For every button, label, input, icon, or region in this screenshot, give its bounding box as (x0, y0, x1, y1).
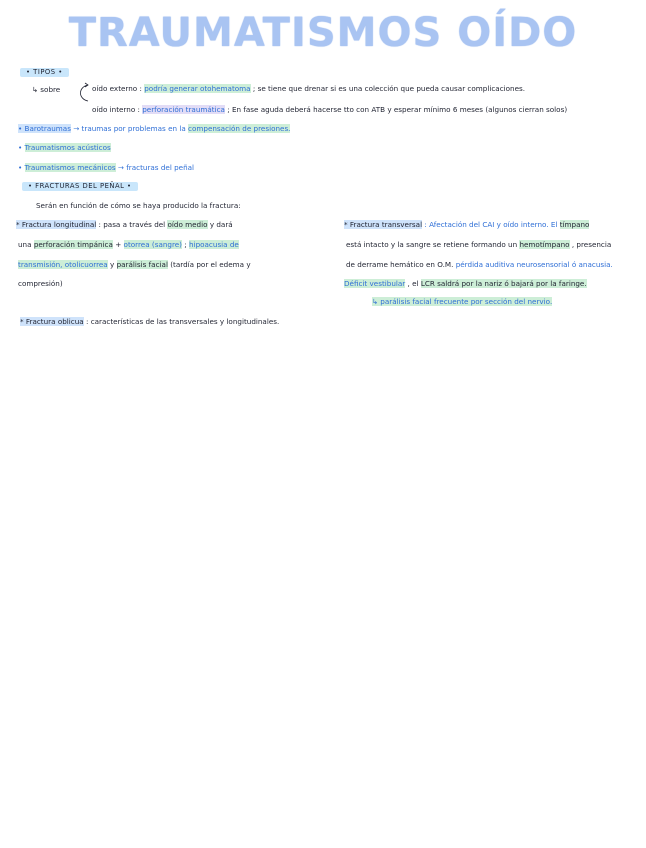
acusticos-line: • Traumatismos acústicos (18, 143, 111, 152)
fracturas-intro: Serán en función de cómo se haya producido la fractura: (36, 201, 241, 210)
longitudinal-line-3: transmisión, otolicuorrea y parálisis facial (tardía por el edema y (18, 260, 251, 269)
fracturas-heading: • FRACTURAS DEL PEÑAL • (22, 182, 138, 191)
tipos-heading: • TIPOS • (20, 68, 69, 77)
sobre-label: ↳ sobre (32, 85, 61, 94)
transversal-line-2: está intacto y la sangre se retiene formando un hemotímpano , presencia (346, 240, 612, 249)
transversal-line-5: ↳ parálisis facial frecuente por sección del nervio. (372, 297, 553, 306)
transversal-line-3: de derrame hemático en O.M. pérdida auditiva neurosensorial ó anacusia. (346, 260, 613, 269)
transversal-label: * Fractura transversal (344, 220, 423, 229)
oido-externo-label: oído externo (92, 84, 138, 93)
oido-interno-line: oído interno : perforación traumática ; En fase aguda deberá hacerse tto con ATB y esperar mínimo 6 meses (algunos cierran solos) (92, 105, 568, 114)
perforacion-highlight: perforación traumática (142, 105, 225, 114)
mecanicos-line: • Traumatismos mecánicos → fracturas del peñal (18, 163, 195, 172)
barotraumas-line: • Barotraumas → traumas por problemas en la compensación de presiones. (18, 124, 291, 133)
oblicua-line: * Fractura oblicua : características de las transversales y longitudinales. (20, 317, 280, 326)
longitudinal-label: * Fractura longitudinal (16, 220, 97, 229)
mecanicos-highlight: Traumatismos mecánicos (24, 163, 116, 172)
longitudinal-line-4: compresión) (18, 279, 63, 288)
transversal-line-1: * Fractura transversal : Afectación del CAI y oído interno. El tímpano (344, 220, 590, 229)
barotraumas-highlight: • Barotraumas (18, 124, 71, 133)
acusticos-highlight: Traumatismos acústicos (24, 143, 111, 152)
page-title: TRAUMATISMOS OÍDO (68, 10, 578, 56)
otohematoma-highlight: podría generar otohematoma (144, 84, 251, 93)
oido-interno-label: oído interno (92, 105, 136, 114)
oido-externo-line: oído externo : podría generar otohematoma ; se tiene que drenar si es una colección que pueda causar complicaciones. (92, 84, 526, 93)
longitudinal-line-2: una perforación timpánica + otorrea (sangre) ; hipoacusia de (18, 240, 239, 249)
transversal-line-4: Déficit vestibular , el LCR saldrá por la nariz ó bajará por la faringe. (344, 279, 587, 288)
longitudinal-line-1: * Fractura longitudinal : pasa a través del oído medio y dará (16, 220, 233, 229)
branch-arrow-icon (74, 82, 92, 104)
oblicua-label: * Fractura oblicua (20, 317, 84, 326)
